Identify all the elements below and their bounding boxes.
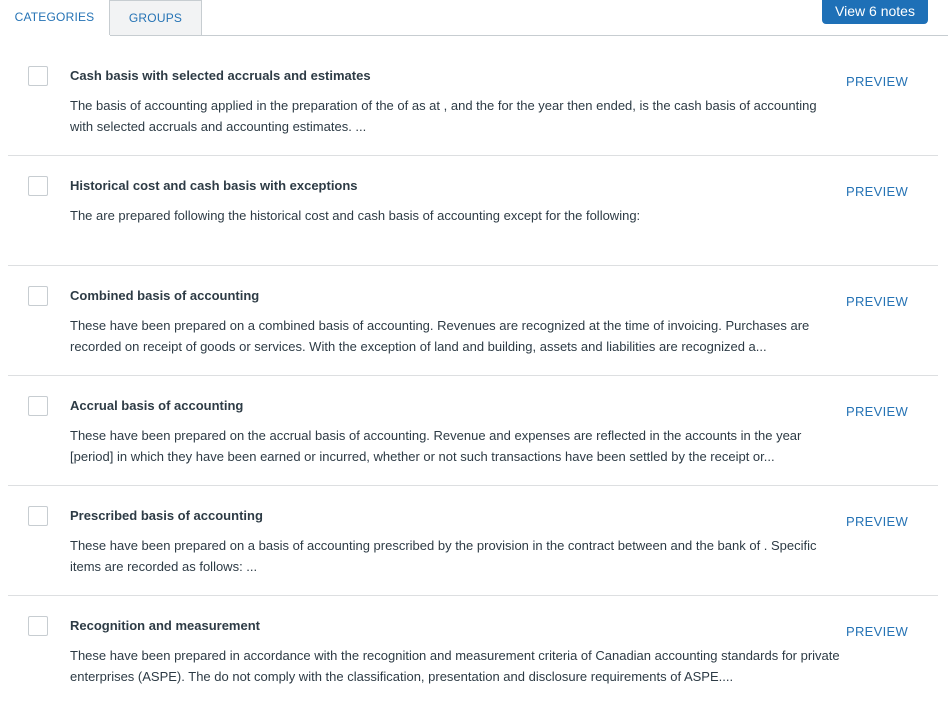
item-checkbox[interactable] (28, 506, 48, 526)
item-title: Accrual basis of accounting (70, 398, 244, 413)
view-notes-button[interactable]: View 6 notes (822, 0, 928, 24)
item-title: Prescribed basis of accounting (70, 508, 263, 523)
item-checkbox[interactable] (28, 396, 48, 416)
item-description: These have been prepared on the accrual basis of accounting. Revenue and expenses are reflected in the accounts in the year [period] in which they have been earned or incurred, whether or not such transactions have been settled by the receipt or... (70, 428, 802, 464)
item-title: Combined basis of accounting (70, 288, 260, 303)
tab-divider (202, 35, 948, 36)
item-checkbox[interactable] (28, 616, 48, 636)
preview-link[interactable]: PREVIEW (846, 624, 909, 639)
preview-link[interactable]: PREVIEW (846, 74, 909, 89)
item-description: These have been prepared on a combined basis of accounting. Revenues are recognized at the time of invoicing. Purchases are recorded on receipt of goods or services. With the exception of land and building, assets and liabilities are recognized a... (70, 318, 810, 354)
item-description: These have been prepared in accordance with the recognition and measurement criteria of Canadian accounting standards for private enterprises (ASPE). The do not comply with the classification, presentation and disclosure requirements of ASPE.... (70, 648, 840, 684)
item-checkbox[interactable] (28, 286, 48, 306)
category-list (0, 46, 948, 706)
item-description: The basis of accounting applied in the preparation of the of as at , and the for the year then ended, is the cash basis of accounting with selected accruals and accounting estimates. ... (70, 98, 817, 134)
item-title: Cash basis with selected accruals and estimates (70, 68, 371, 83)
tab-categories[interactable]: CATEGORIES (0, 0, 110, 35)
item-title: Recognition and measurement (70, 618, 260, 633)
list-item (0, 596, 948, 706)
list-item (0, 156, 948, 266)
item-title: Historical cost and cash basis with exceptions (70, 178, 358, 193)
list-item (0, 266, 948, 376)
preview-link[interactable]: PREVIEW (846, 294, 909, 309)
item-checkbox[interactable] (28, 66, 48, 86)
item-checkbox[interactable] (28, 176, 48, 196)
item-description: These have been prepared on a basis of accounting prescribed by the provision in the contract between and the bank of . Specific items are recorded as follows: ... (70, 538, 817, 574)
preview-link[interactable]: PREVIEW (846, 514, 909, 529)
preview-link[interactable]: PREVIEW (846, 404, 909, 419)
tab-bar (0, 0, 948, 36)
list-item (0, 486, 948, 596)
tab-groups[interactable]: GROUPS (110, 0, 202, 36)
preview-link[interactable]: PREVIEW (846, 184, 909, 199)
list-item (0, 376, 948, 486)
item-description: The are prepared following the historical cost and cash basis of accounting except for the following: (70, 208, 641, 223)
list-item (0, 46, 948, 156)
